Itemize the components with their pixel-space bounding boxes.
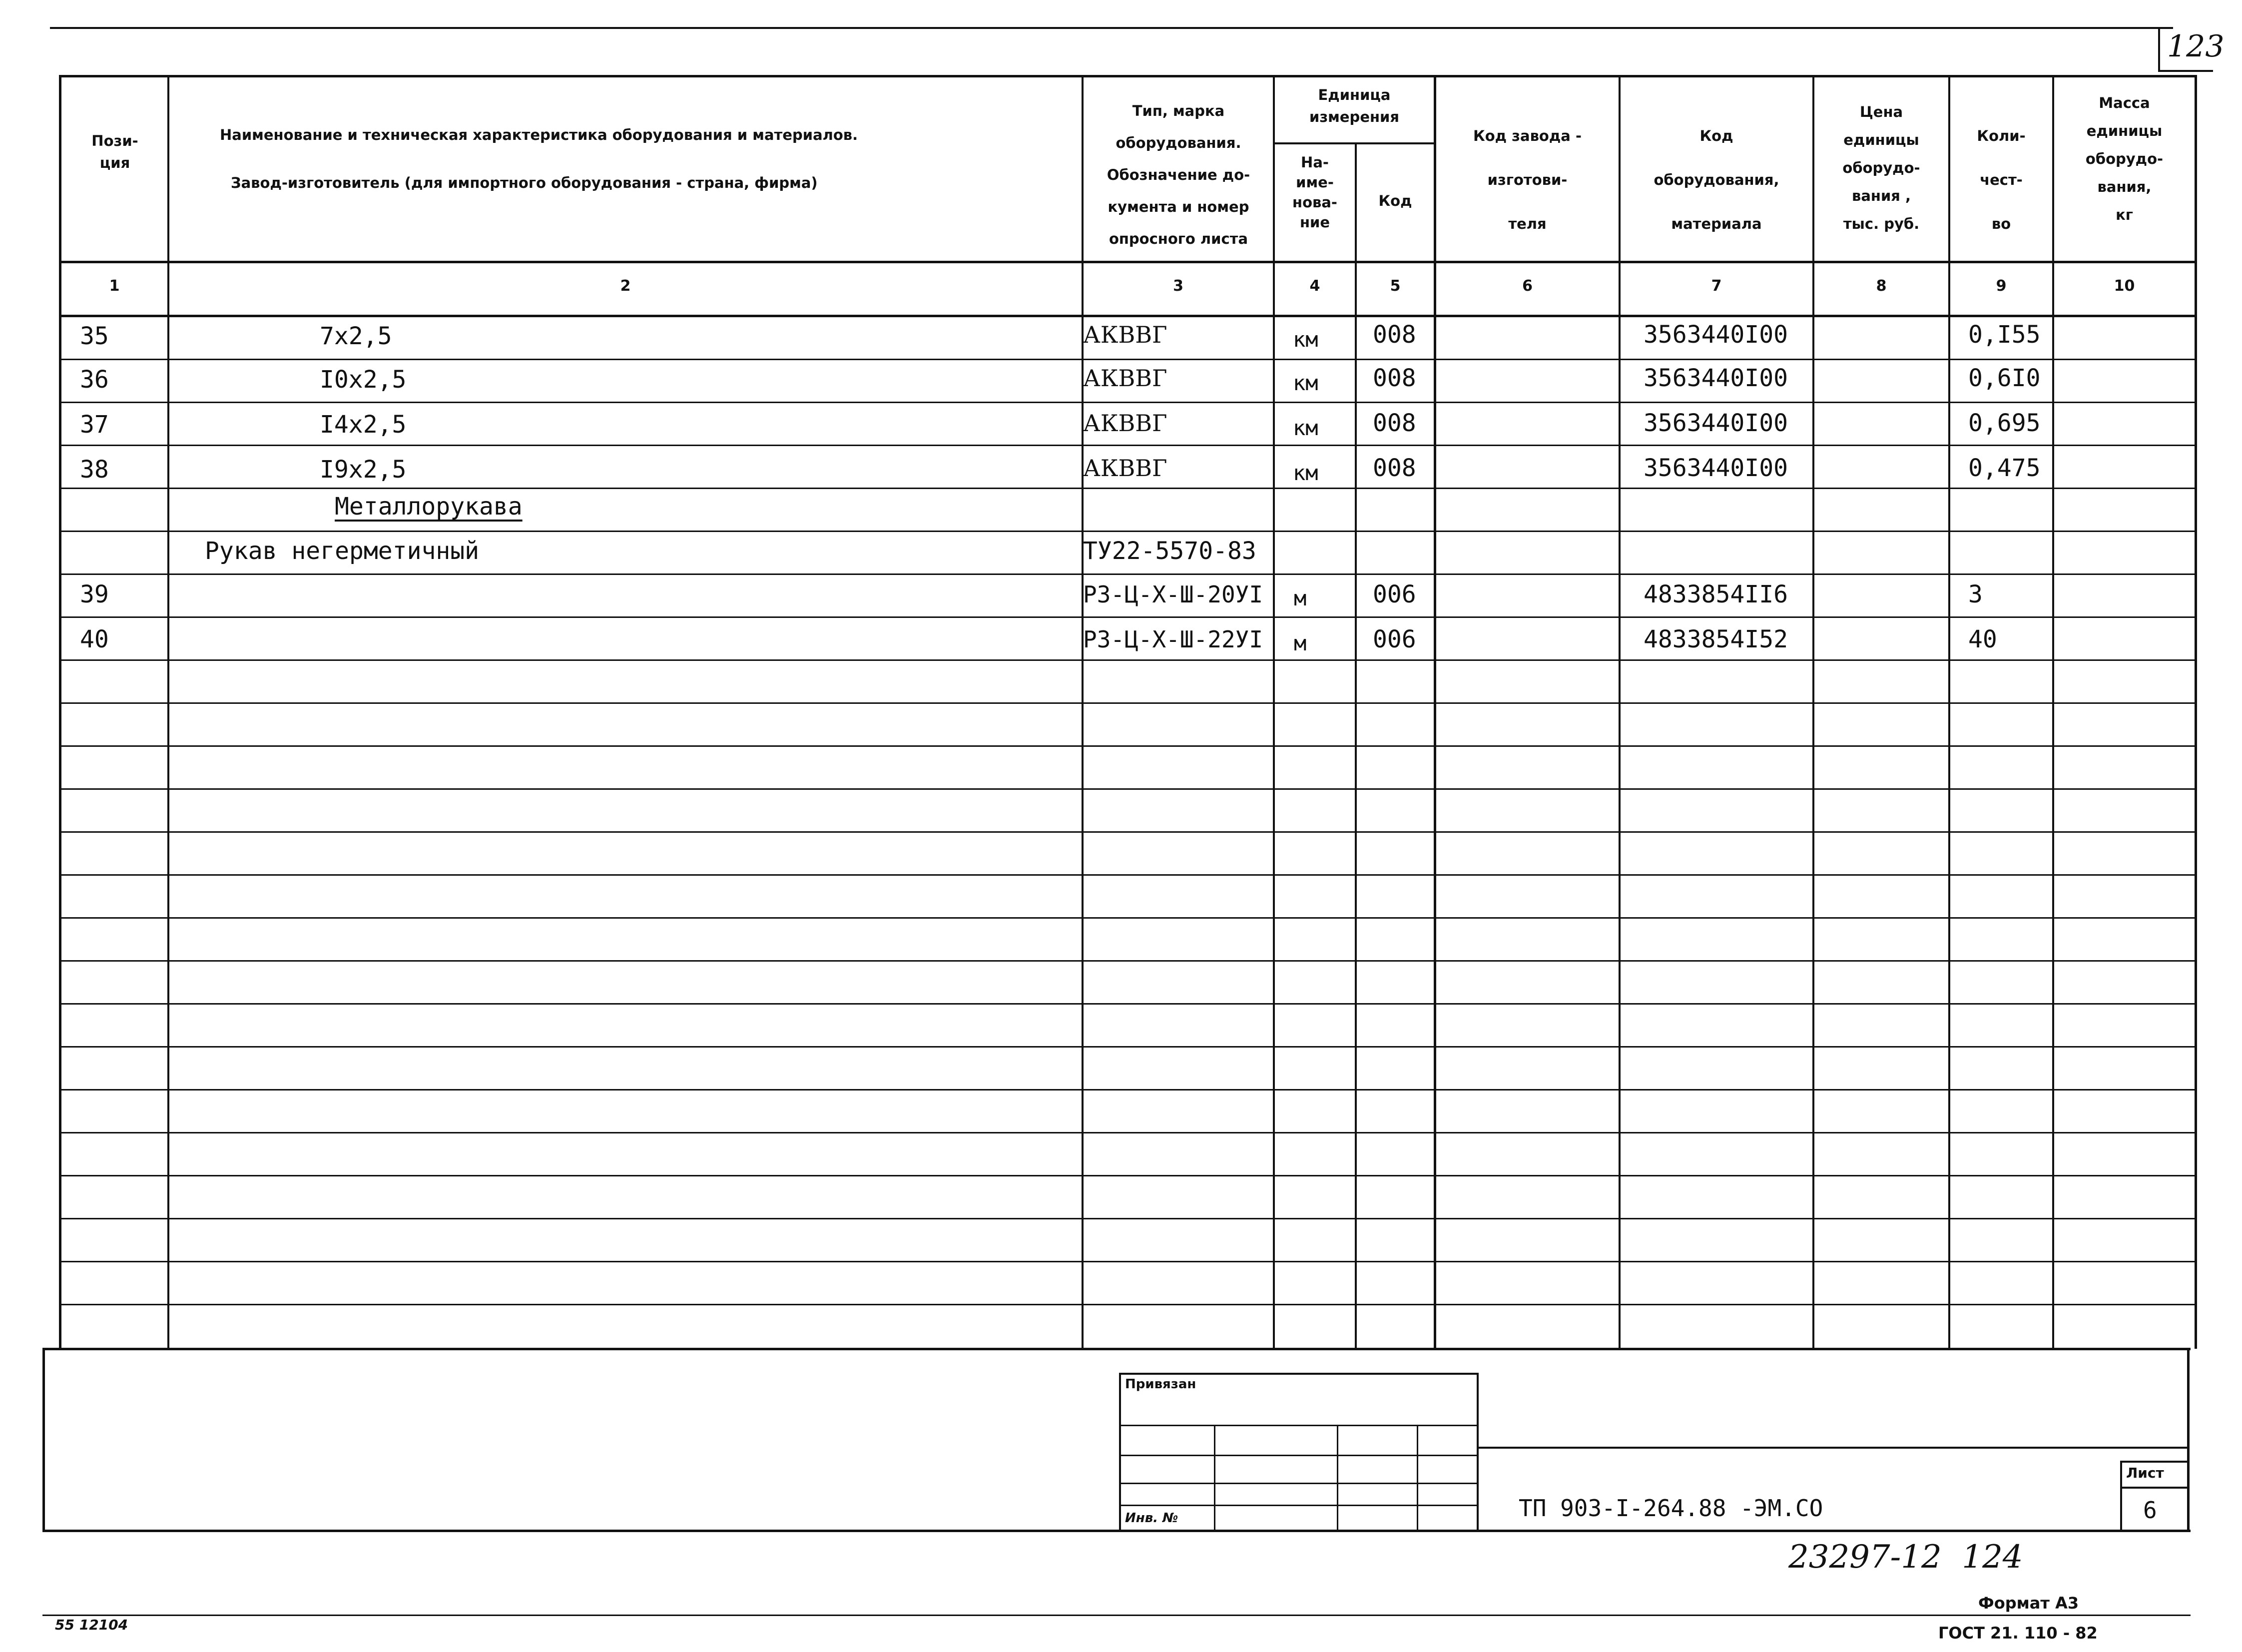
row-line (59, 659, 2197, 661)
row-line (59, 745, 2197, 747)
colnum-4: 4 (1309, 277, 1320, 295)
row-line (59, 874, 2197, 876)
stamp-col-2 (1337, 1425, 1338, 1531)
col-line-9 (2052, 75, 2054, 1349)
row-line (59, 573, 2197, 575)
row-line (59, 402, 2197, 403)
row-40-code: 006 (1373, 625, 1416, 653)
handwritten-number: 23297-12 124 (1788, 1539, 2023, 1576)
stamp-row-3 (1119, 1483, 1479, 1484)
col-line-8 (1948, 75, 1950, 1349)
row-37-unit: км (1293, 416, 1318, 440)
row-39-unit: м (1294, 586, 1307, 610)
row-36-unit: км (1293, 371, 1318, 395)
row-line (59, 445, 2197, 446)
row-line (59, 1003, 2197, 1005)
row-36-qty: 0,6I0 (1968, 364, 2041, 392)
header-price: Цена единицы оборудо- вания , тыс. руб. (1842, 103, 1920, 232)
header-unit-name: На- име- нова- ние (1292, 154, 1337, 231)
colnum-1: 1 (109, 277, 120, 295)
header-equip-code: Код оборудования, материала (1654, 127, 1779, 232)
list-box-left (2120, 1461, 2122, 1531)
row-39-equip-code: 4833854II6 (1644, 580, 1788, 608)
header-qty: Коли- чест- во (1977, 127, 2026, 232)
row-36-name: I0х2,5 (320, 366, 407, 394)
row-38-type: АКВВГ (1083, 455, 1167, 482)
col-line-7 (1812, 75, 1814, 1349)
col-line-3 (1273, 75, 1275, 1349)
row-line (59, 1175, 2197, 1176)
row-38-qty: 0,475 (1968, 454, 2041, 482)
row-39-type: РЗ-Ц-Х-Ш-20УI (1083, 581, 1263, 608)
list-box-top (2120, 1461, 2188, 1463)
header-name-line1: Наименование и техническая характеристика оборудования и материалов. (220, 126, 858, 143)
frame-right-lower (2187, 1349, 2190, 1531)
row-38-code: 008 (1373, 454, 1416, 482)
row-37-qty: 0,695 (1968, 409, 2041, 437)
header-pos: Пози- ция (91, 132, 138, 171)
header-mass: Масса единицы оборудо- вания, кг (2085, 94, 2164, 223)
header-unit: Единица измерения (1309, 86, 1399, 125)
row-37-code: 008 (1373, 409, 1416, 437)
row-line (59, 960, 2197, 962)
unit-subheader-line (1273, 142, 1435, 144)
row-35-qty: 0,I55 (1968, 321, 2041, 349)
table-body-bottom (42, 1348, 2191, 1350)
row-35-name: 7х2,5 (320, 322, 392, 350)
doc-code-top-line (1477, 1447, 2189, 1449)
table-left-border (59, 75, 61, 1349)
header-unit-code: Код (1378, 192, 1412, 209)
row-39-pos: 39 (80, 580, 109, 608)
footer-gost: ГОСТ 21. 110 - 82 (1938, 1624, 2098, 1643)
row-line (59, 831, 2197, 833)
page-number: 123 (2167, 29, 2225, 64)
top-rule (50, 27, 2173, 29)
column-numbers-bottom-line (59, 315, 2197, 317)
row-line (59, 1261, 2197, 1262)
header-factory-code: Код завода - изготови- теля (1473, 127, 1582, 232)
row-line (59, 1132, 2197, 1133)
stamp-left (1119, 1373, 1121, 1531)
list-label: Лист (2126, 1465, 2164, 1481)
row-rukav-name: Рукав негерметичный (205, 537, 480, 565)
row-37-pos: 37 (80, 411, 109, 439)
row-line (59, 917, 2197, 919)
row-line (59, 531, 2197, 532)
table-right-border (2195, 75, 2197, 1349)
stamp-col-3 (1417, 1425, 1418, 1531)
section-heading-metallorukava: Металлорукава (335, 493, 523, 521)
colnum-2: 2 (620, 277, 631, 295)
stamp-inv: Инв. № (1125, 1511, 1178, 1526)
colnum-6: 6 (1522, 277, 1533, 295)
row-38-equip-code: 3563440I00 (1644, 454, 1788, 482)
header-type: Тип, марка оборудования. Обозначение до- кумента и номер опросного листа (1107, 102, 1250, 247)
page-number-box-left (2158, 27, 2160, 72)
colnum-10: 10 (2114, 277, 2135, 295)
page-number-box-bottom (2158, 70, 2213, 72)
row-40-qty: 40 (1968, 625, 1997, 653)
col-line-6 (1619, 75, 1621, 1349)
row-35-unit: км (1293, 327, 1318, 352)
row-35-equip-code: 3563440I00 (1644, 321, 1788, 349)
row-38-pos: 38 (80, 456, 109, 484)
table-top-border (59, 75, 2197, 77)
stamp-row-1 (1119, 1425, 1479, 1426)
row-35-pos: 35 (80, 322, 109, 350)
stamp-top (1119, 1373, 1479, 1375)
col-line-2 (1082, 75, 1084, 1349)
stamp-right (1477, 1373, 1479, 1531)
colnum-9: 9 (1996, 277, 2007, 295)
row-40-pos: 40 (80, 625, 109, 653)
colnum-5: 5 (1390, 277, 1401, 295)
list-box-mid (2120, 1487, 2188, 1489)
stamp-privyazan: Привязан (1125, 1377, 1196, 1392)
frame-bottom-border (42, 1530, 2191, 1532)
colnum-3: 3 (1173, 277, 1183, 295)
row-line (59, 1046, 2197, 1048)
row-39-qty: 3 (1968, 580, 1983, 608)
row-38-unit: км (1293, 461, 1318, 485)
row-line (59, 488, 2197, 489)
row-40-equip-code: 4833854I52 (1644, 625, 1788, 653)
row-36-pos: 36 (80, 366, 109, 394)
footer-rule (42, 1615, 2191, 1616)
row-35-code: 008 (1373, 321, 1416, 349)
row-36-equip-code: 3563440I00 (1644, 364, 1788, 392)
row-37-name: I4х2,5 (320, 411, 407, 439)
row-rukav-type: ТУ22-5570-83 (1083, 537, 1256, 565)
header-bottom-line (59, 261, 2197, 263)
frame-left-lower (42, 1349, 45, 1531)
stamp-row-2 (1119, 1455, 1479, 1456)
colnum-8: 8 (1876, 277, 1887, 295)
doc-code: ТП 903-I-264.88 -ЭМ.СО (1519, 1495, 1823, 1522)
stamp-col-1 (1214, 1425, 1215, 1531)
row-35-type: АКВВГ (1083, 321, 1167, 348)
row-line (59, 1089, 2197, 1091)
row-line (59, 1304, 2197, 1305)
row-40-unit: м (1294, 631, 1307, 655)
row-36-code: 008 (1373, 364, 1416, 392)
footer-format: Формат А3 (1978, 1594, 2079, 1613)
col-line-1 (167, 75, 169, 1349)
header-name-line2: Завод-изготовитель (для импортного оборудования - страна, фирма) (231, 174, 818, 191)
stamp-row-4 (1119, 1505, 1479, 1506)
row-line (59, 359, 2197, 360)
row-36-type: АКВВГ (1083, 365, 1167, 392)
colnum-7: 7 (1711, 277, 1722, 295)
row-39-code: 006 (1373, 580, 1416, 608)
row-line (59, 616, 2197, 618)
row-line (59, 1218, 2197, 1219)
col-line-5 (1434, 75, 1436, 1349)
row-37-type: АКВВГ (1083, 410, 1167, 437)
row-38-name: I9х2,5 (320, 456, 407, 484)
row-line (59, 788, 2197, 790)
row-line (59, 702, 2197, 704)
list-value: 6 (2143, 1497, 2157, 1524)
footer-left: 55 12104 (55, 1617, 128, 1633)
row-37-equip-code: 3563440I00 (1644, 409, 1788, 437)
row-40-type: РЗ-Ц-Х-Ш-22УI (1083, 626, 1263, 653)
